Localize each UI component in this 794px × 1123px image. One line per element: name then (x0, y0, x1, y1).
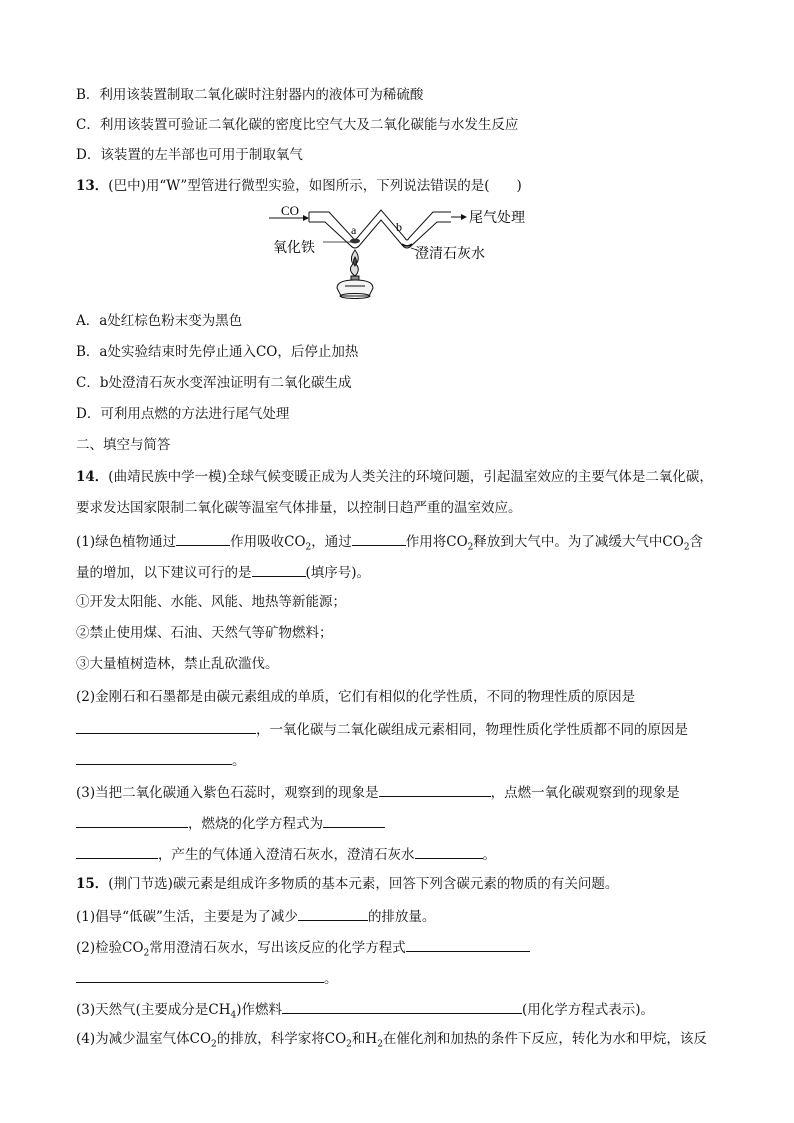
answer-blank[interactable] (415, 844, 483, 859)
q14-part1-line1 (76, 531, 703, 551)
q15-part2-line2 (76, 968, 338, 988)
q14-p1-line2-end: (填序号)。 (305, 565, 371, 581)
subscript: 2 (305, 542, 312, 553)
section-title: 二、填空与简答 (76, 437, 171, 453)
answer-blank[interactable] (76, 968, 324, 983)
q12-option-d: D．该装置的左半部也可用于制取氧气 (76, 147, 303, 163)
answer-blank[interactable] (379, 782, 491, 797)
q14-part2-line3 (76, 750, 246, 770)
q15-p1-text: (1)倡导“低碳”生活，主要是为了减少 (76, 909, 298, 925)
q13-option-c: C．b处澄清石灰水变浑浊证明有二氧化碳生成 (76, 375, 352, 391)
q14-part3-line3 (76, 844, 496, 864)
q15-p3-text-a: (3)天然气(主要成分是CH (76, 1002, 231, 1018)
q14-stem-line2: 要求发达国家限制二氧化碳等温室气体排量，以控制日趋严重的温室效应。 (76, 500, 522, 516)
alcohol-lamp-icon (337, 250, 373, 299)
q15-part1 (76, 906, 435, 926)
q13-option-b: B．a处实验结束时先停止通入CO，后停止加热 (76, 344, 359, 360)
q14-part3-line2 (76, 813, 385, 833)
q15-p4-text-a: (4)为减少温室气体CO (76, 1031, 212, 1047)
figure-label-limewater: 澄清石灰水 (415, 246, 485, 262)
q14-part2-line2 (76, 719, 688, 739)
exhaust-arrowhead (461, 214, 467, 220)
figure-label-a: a (351, 223, 357, 237)
q14-p1-text-f: 含 (689, 534, 704, 550)
q14-p1-text-a: (1)绿色植物通过 (76, 534, 177, 550)
answer-blank[interactable] (76, 844, 158, 859)
subscript: 2 (467, 542, 474, 553)
q13-text: (巴中)用“W”型管进行微型实验，如图所示，下列说法错误的是( ) (108, 178, 522, 194)
q15-p2-text-b: 常用澄清石灰水，写出该反应的化学方程式 (149, 940, 406, 956)
q14-part3-line1 (76, 782, 680, 802)
answer-blank[interactable] (76, 719, 256, 734)
q14-p2-line2-text: ，一氧化碳与二氧化碳组成元素相同，物理性质化学性质都不同的原因是 (256, 722, 688, 738)
q15-part2-line1 (76, 937, 530, 957)
q14-option-3: ③大量植树造林，禁止乱砍滥伐。 (76, 656, 279, 672)
q15-p3-text-b: )作燃料 (236, 1002, 283, 1018)
q14-part1-line2 (76, 562, 370, 582)
q14-number: 14． (76, 469, 109, 485)
q15-p3-text-c: (用化学方程式表示)。 (522, 1002, 655, 1018)
answer-blank[interactable] (76, 750, 232, 765)
answer-blank[interactable] (176, 531, 230, 546)
q14-option-2: ②禁止使用煤、石油、天然气等矿物燃料； (76, 625, 333, 641)
answer-blank[interactable] (298, 906, 368, 921)
answer-blank[interactable] (282, 999, 522, 1014)
q15-p4-text-b: 的排放，科学家将CO (216, 1031, 347, 1047)
q15-part3 (76, 999, 654, 1019)
q15-stem-text: (荆门节选)碳元素是组成许多物质的基本元素，回答下列含碳元素的物质的有关问题。 (108, 876, 619, 892)
q15-number: 15． (76, 876, 109, 892)
iron-oxide-powder (350, 239, 360, 244)
q15-p1-end: 的排放量。 (367, 909, 436, 925)
answer-blank[interactable] (406, 937, 530, 952)
q14-part2-line1: (2)金刚石和石墨都是由碳元素组成的单质，它们有相似的化学性质，不同的物理性质的原因是 (76, 689, 636, 705)
subscript: 2 (346, 1039, 352, 1050)
q12-option-c: C．利用该装置可验证二氧化碳的密度比空气大及二氧化碳能与水发生反应 (76, 117, 519, 133)
subscript: 4 (230, 1010, 237, 1021)
w-tube-diagram (265, 202, 535, 304)
limewater-liquid (402, 244, 412, 246)
answer-blank[interactable] (323, 813, 385, 828)
q14-p3-line2-text: ，燃烧的化学方程式为 (188, 816, 323, 832)
subscript: 2 (377, 1039, 383, 1050)
q14-p1-text-b: 作用吸收CO (230, 534, 306, 550)
q12-option-b: B．利用该装置制取二氧化碳时注射器内的液体可为稀硫酸 (76, 87, 424, 103)
q13-option-d: D．可利用点燃的方法进行尾气处理 (76, 406, 290, 422)
q14-p1-text-e: 释放到大气中。为了减缓大气中CO (473, 534, 684, 550)
q15-p2-end: 。 (324, 971, 338, 987)
q14-stem-text: (曲靖民族中学一模)全球气候变暖正成为人类关注的环境问题，引起温室效应的主要气体是二氧化碳， (108, 469, 713, 485)
q13-stem (76, 177, 522, 195)
q14-p3-line3-text: ，产生的气体通入澄清石灰水，澄清石灰水 (158, 847, 415, 863)
q14-option-1: ①开发太阳能、水能、风能、地热等新能源； (76, 594, 346, 610)
q14-p1-line2-text: 量的增加，以下建议可行的是 (76, 565, 252, 581)
answer-blank[interactable] (352, 531, 406, 546)
co-arrowhead (303, 215, 309, 221)
subscript: 2 (143, 948, 150, 959)
q14-stem-line1 (76, 468, 713, 486)
q15-p4-text-d: 在催化剂和加热的条件下反应，转化为水和甲烷，该反 (382, 1031, 707, 1047)
answer-blank[interactable] (252, 562, 306, 577)
q14-p1-text-c: ，通过 (311, 534, 352, 550)
subscript: 2 (211, 1039, 217, 1050)
q14-p2-line3-end: 。 (232, 753, 246, 769)
figure-label-exhaust: 尾气处理 (469, 210, 525, 226)
q15-stem (76, 875, 618, 893)
figure-label-b: b (396, 220, 402, 234)
q15-p4-text-c: 和H (351, 1031, 378, 1047)
q15-p2-text-a: (2)检验CO (76, 940, 144, 956)
q15-part4 (76, 1030, 707, 1048)
answer-blank[interactable] (76, 813, 188, 828)
figure-label-co: CO (281, 203, 300, 218)
figure-label-iron-oxide: 氧化铁 (273, 240, 315, 256)
q14-p3-text-b: ，点燃一氧化碳观察到的现象是 (490, 785, 680, 801)
q14-p3-text-a: (3)当把二氧化碳通入紫色石蕊时，观察到的现象是 (76, 785, 379, 801)
q14-p3-line3-end: 。 (482, 847, 496, 863)
subscript: 2 (683, 542, 690, 553)
q14-p1-text-d: 作用将CO (405, 534, 468, 550)
q13-number: 13． (76, 178, 109, 194)
q13-option-a: A．a处红棕色粉末变为黑色 (76, 313, 243, 329)
